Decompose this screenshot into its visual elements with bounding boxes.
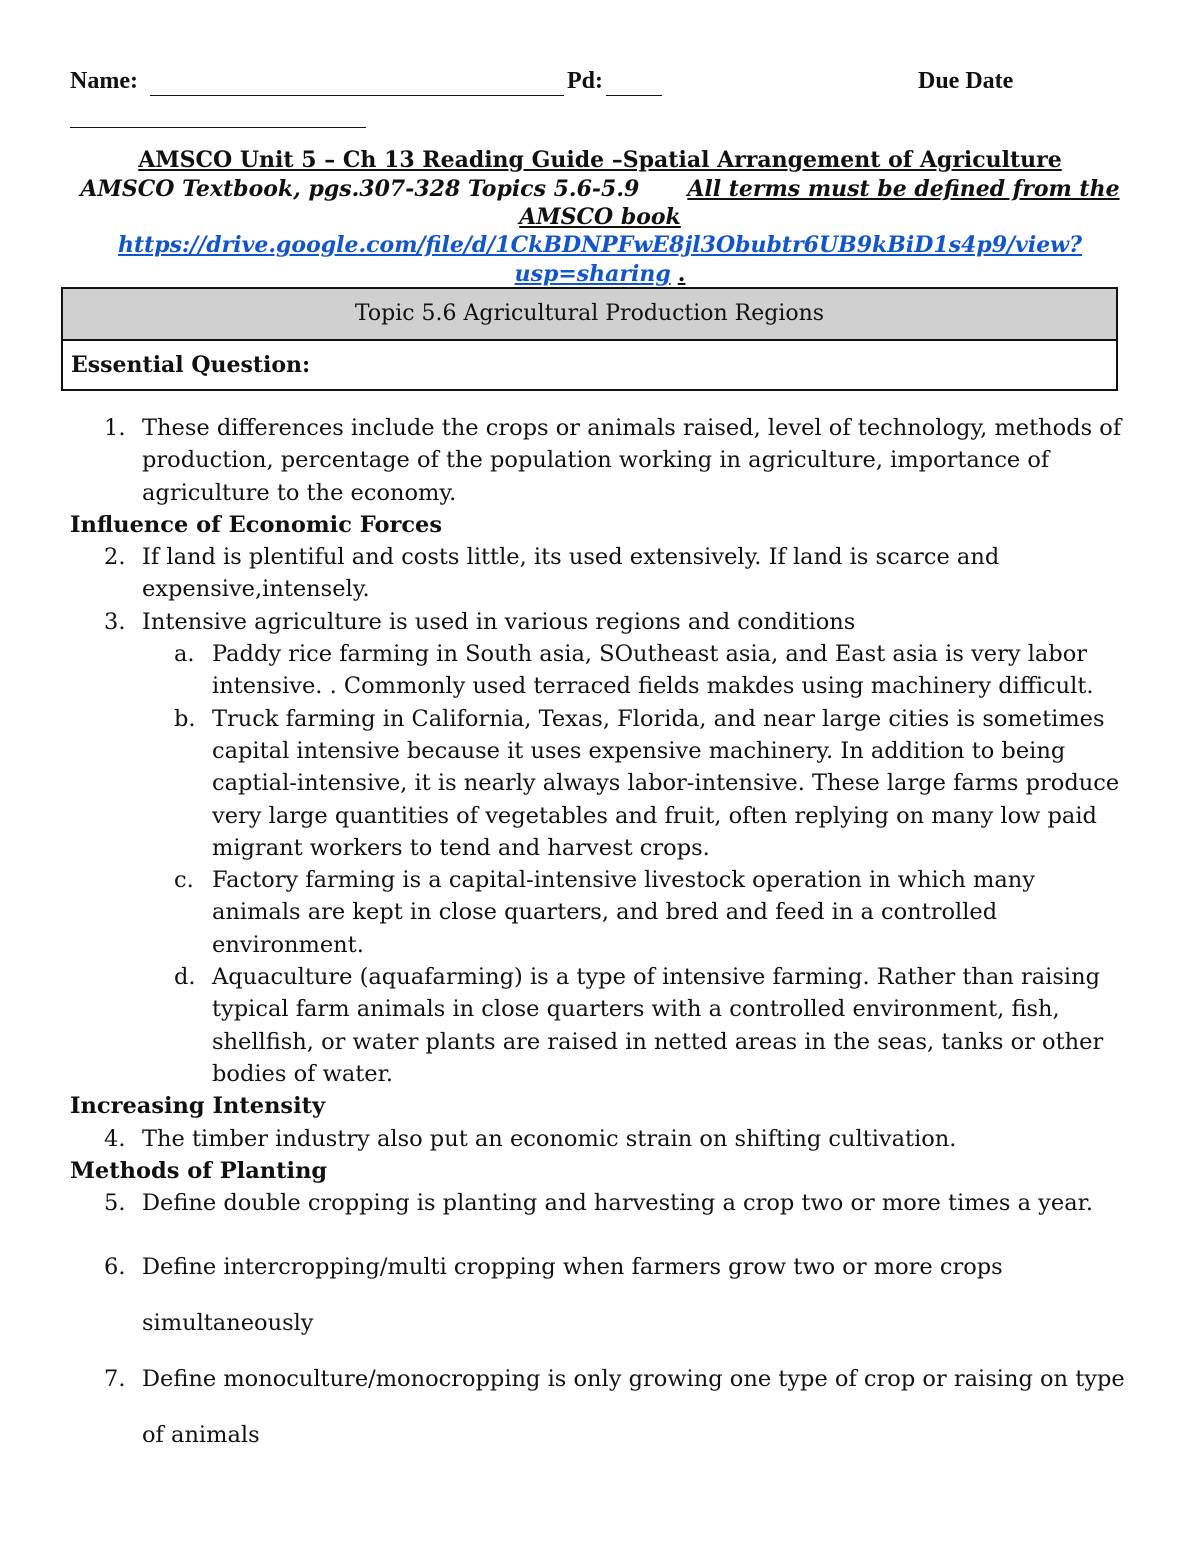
section-heading-increasing-intensity: Increasing Intensity <box>70 1093 326 1120</box>
reading-guide-content <box>70 412 1130 1463</box>
list-item: 2. If land is plentiful and costs little, its used extensively. If land is scarce and expensive,intensely. <box>104 544 1000 603</box>
sub-list-item: d. Aquaculture (aquafarming) is a type of intensive farming. Rather than raising typical farm animals in close quarters with a controlled environment, fish, shellfish, or water plants are raised in netted areas in the seas, tanks or other bodies of water. <box>174 964 1104 1087</box>
sub-list-item: b. Truck farming in California, Texas, Florida, and near large cities is sometimes capital intensive because it uses expensive machinery. In addition to being captial-intensive, it is nearly always labor-intensive. These large farms produce very large quantities of vegetables and fruit, often replying on many low paid migrant workers to tend and harvest crops. <box>174 705 1120 861</box>
sub-list-item: a. Paddy rice farming in South asia, SOutheast asia, and East asia is very labor intensive. . Commonly used terraced fields makdes using machinery difficult. <box>174 641 1094 700</box>
name-blank[interactable] <box>150 95 564 96</box>
essential-question-label[interactable]: Essential Question: <box>71 352 311 378</box>
name-label: Name: <box>70 68 138 94</box>
list-item: 3. Intensive agriculture is used in various regions and conditions <box>104 608 856 635</box>
pd-label: Pd: <box>567 68 603 94</box>
list-item: 4. The timber industry also put an economic strain on shifting cultivation. <box>104 1125 957 1152</box>
section-heading-economic-forces: Influence of Economic Forces <box>70 511 443 538</box>
section-heading-methods-of-planting: Methods of Planting <box>70 1157 328 1184</box>
list-item: 5. Define double cropping is planting and harvesting a crop two or more times a year. <box>104 1190 1094 1217</box>
worksheet-title: AMSCO Unit 5 – Ch 13 Reading Guide –Spatial Arrangement of Agriculture <box>138 147 1062 173</box>
topic-table <box>61 287 1118 391</box>
sub-list-item: c. Factory farming is a capital-intensive livestock operation in which many animals are kept in close quarters, and bred and feed in a controlled environment. <box>174 867 1035 958</box>
list-item: 1. These differences include the crops or animals raised, level of technology, methods of production, percentage of the population working in agriculture, importance of agriculture to the economy. <box>104 415 1122 506</box>
due-date-label: Due Date <box>918 68 1014 94</box>
header-line <box>70 68 1130 102</box>
textbook-pages: AMSCO Textbook, pgs.307-328 Topics 5.6-5.9 <box>80 176 640 202</box>
textbook-link-line <box>70 231 1130 289</box>
worksheet-subtitle <box>70 175 1130 231</box>
due-date-blank[interactable] <box>70 127 366 128</box>
list-item: 6. Define intercropping/multi cropping when farmers grow two or more crops simultaneously <box>104 1254 1003 1337</box>
textbook-link[interactable]: https://drive.google.com/file/d/1CkBDNPFwE8jl3Obubtr6UB9kBiD1s4p9/view?usp=sharing <box>117 232 1083 287</box>
topic-heading: Topic 5.6 Agricultural Production Regions <box>63 289 1116 341</box>
list-item: 7. Define monoculture/monocropping is only growing one type of crop or raising on type of animals <box>104 1366 1125 1449</box>
definition-instruction: All terms must be defined from the AMSCO book <box>519 176 1120 230</box>
link-period: . <box>677 261 686 287</box>
pd-blank[interactable] <box>606 95 662 96</box>
